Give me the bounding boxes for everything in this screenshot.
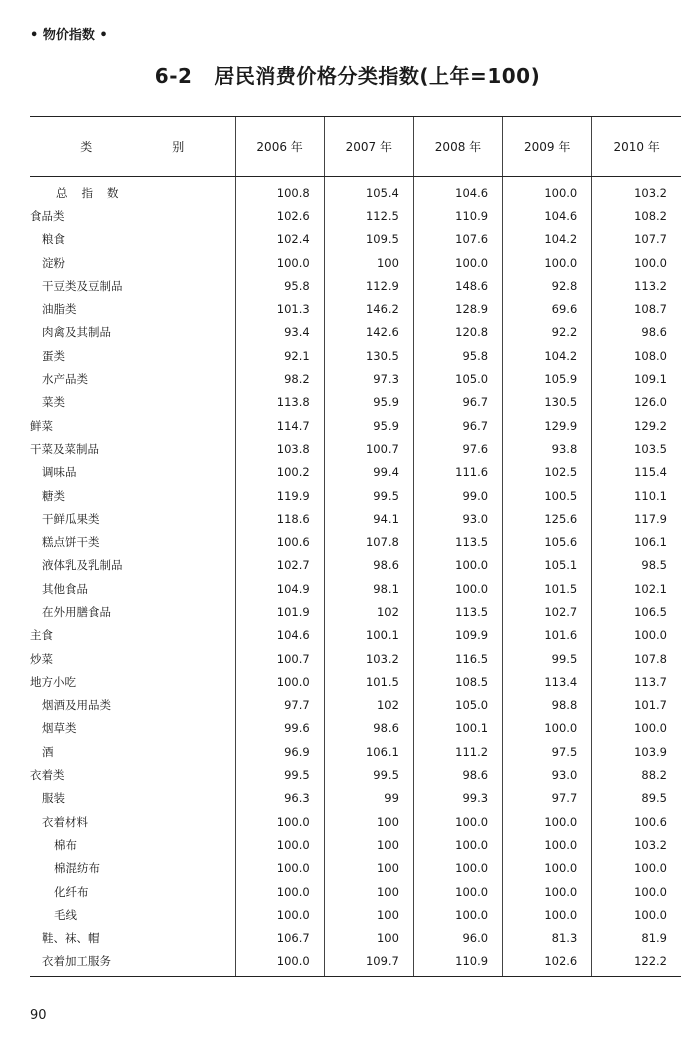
row-value: 98.6: [324, 554, 413, 577]
table-number: 6-2: [154, 64, 193, 88]
row-value: 97.7: [503, 787, 592, 810]
row-value: 96.7: [413, 414, 502, 437]
row-value: 113.5: [413, 530, 502, 553]
row-value: 109.1: [592, 367, 681, 390]
table-row: [30, 274, 681, 297]
row-value: 95.8: [235, 274, 324, 297]
page-number: 90: [30, 1008, 47, 1023]
row-value: 100.2: [235, 461, 324, 484]
row-category: 蛋类: [42, 348, 65, 363]
row-value: 111.6: [413, 461, 502, 484]
row-value: 88.2: [592, 763, 681, 786]
row-value: 92.8: [503, 274, 592, 297]
row-value: 100.0: [413, 833, 502, 856]
row-value: 100.0: [235, 903, 324, 926]
row-value: 148.6: [413, 274, 502, 297]
table-body: [30, 177, 681, 977]
row-value: 94.1: [324, 507, 413, 530]
row-value: 115.4: [592, 461, 681, 484]
table-row: [30, 530, 681, 553]
row-value: 97.7: [235, 694, 324, 717]
row-value: 100.0: [413, 857, 502, 880]
table-row: [30, 484, 681, 507]
row-value: 99.0: [413, 484, 502, 507]
row-value: 105.0: [413, 694, 502, 717]
table-row: [30, 647, 681, 670]
row-value: 100.0: [413, 810, 502, 833]
row-value: 101.3: [235, 297, 324, 320]
row-value: 129.2: [592, 414, 681, 437]
row-category: 衣着类: [30, 768, 65, 783]
row-value: 97.5: [503, 740, 592, 763]
table-row: [30, 251, 681, 274]
row-value: 100.7: [324, 437, 413, 460]
table-row: [30, 624, 681, 647]
table-row: [30, 204, 681, 227]
row-value: 105.1: [503, 554, 592, 577]
row-category: 菜类: [42, 395, 65, 410]
table-row: [30, 507, 681, 530]
price-index-table: [30, 116, 681, 977]
row-value: 100.0: [235, 950, 324, 977]
row-value: 98.2: [235, 367, 324, 390]
row-category: 鲜菜: [30, 418, 53, 433]
row-value: 100.7: [235, 647, 324, 670]
row-category: 液体乳及乳制品: [42, 558, 123, 573]
row-value: 100.0: [503, 833, 592, 856]
row-value: 104.2: [503, 228, 592, 251]
row-value: 107.8: [592, 647, 681, 670]
table-row: [30, 857, 681, 880]
row-value: 100.0: [503, 857, 592, 880]
row-value: 108.0: [592, 344, 681, 367]
row-value: 100.5: [503, 484, 592, 507]
row-category: 棉布: [54, 837, 77, 852]
row-value: 100.0: [413, 577, 502, 600]
row-value: 113.8: [235, 391, 324, 414]
row-category: 化纤布: [54, 884, 89, 899]
row-value: 126.0: [592, 391, 681, 414]
row-category: 炒菜: [30, 651, 53, 666]
row-category: 地方小吃: [30, 674, 76, 689]
row-value: 100.0: [235, 810, 324, 833]
row-value: 142.6: [324, 321, 413, 344]
table-row: [30, 950, 681, 977]
row-value: 102.6: [503, 950, 592, 977]
row-category: 糕点饼干类: [42, 535, 100, 550]
row-value: 98.1: [324, 577, 413, 600]
category-header-part1: 类: [80, 140, 93, 154]
table-row: [30, 321, 681, 344]
row-value: 99.5: [235, 763, 324, 786]
row-value: 102.5: [503, 461, 592, 484]
row-category: 主食: [30, 628, 53, 643]
row-value: 99.4: [324, 461, 413, 484]
row-value: 100.0: [592, 880, 681, 903]
row-value: 100.0: [235, 880, 324, 903]
row-value: 104.2: [503, 344, 592, 367]
row-category: 干豆类及豆制品: [42, 278, 123, 293]
row-value: 95.8: [413, 344, 502, 367]
row-value: 100.0: [592, 624, 681, 647]
row-category: 其他食品: [42, 581, 88, 596]
row-value: 100.6: [235, 530, 324, 553]
row-value: 106.5: [592, 600, 681, 623]
table-row: [30, 297, 681, 320]
row-value: 100: [324, 833, 413, 856]
row-value: 104.6: [413, 177, 502, 205]
row-value: 98.6: [324, 717, 413, 740]
row-value: 109.9: [413, 624, 502, 647]
row-value: 103.2: [592, 177, 681, 205]
table-row: [30, 228, 681, 251]
row-value: 105.0: [413, 367, 502, 390]
row-value: 129.9: [503, 414, 592, 437]
row-value: 100: [324, 903, 413, 926]
row-value: 110.1: [592, 484, 681, 507]
row-value: 101.5: [324, 670, 413, 693]
row-value: 104.6: [235, 624, 324, 647]
row-value: 102.4: [235, 228, 324, 251]
price-index-table-container: [30, 116, 681, 977]
row-value: 93.4: [235, 321, 324, 344]
row-value: 93.0: [413, 507, 502, 530]
row-value: 125.6: [503, 507, 592, 530]
row-value: 100.0: [413, 880, 502, 903]
row-value: 130.5: [503, 391, 592, 414]
row-category: 总指数: [56, 185, 133, 200]
row-value: 106.1: [324, 740, 413, 763]
row-value: 105.9: [503, 367, 592, 390]
row-value: 96.9: [235, 740, 324, 763]
row-value: 98.6: [413, 763, 502, 786]
row-value: 98.5: [592, 554, 681, 577]
category-header: [30, 117, 235, 177]
row-value: 106.1: [592, 530, 681, 553]
table-row: [30, 391, 681, 414]
row-value: 100.6: [592, 810, 681, 833]
row-category: 糖类: [42, 488, 65, 503]
table-row: [30, 927, 681, 950]
row-category: 烟草类: [42, 721, 77, 736]
row-value: 100.0: [235, 670, 324, 693]
row-value: 102: [324, 694, 413, 717]
row-category: 棉混纺布: [54, 861, 100, 876]
row-value: 92.1: [235, 344, 324, 367]
row-value: 100.0: [413, 554, 502, 577]
row-value: 113.4: [503, 670, 592, 693]
row-value: 98.6: [592, 321, 681, 344]
row-value: 100.0: [413, 251, 502, 274]
row-value: 102.1: [592, 577, 681, 600]
row-category: 食品类: [30, 208, 65, 223]
row-value: 98.8: [503, 694, 592, 717]
row-value: 113.5: [413, 600, 502, 623]
row-category: 毛线: [54, 907, 77, 922]
table-row: [30, 880, 681, 903]
row-value: 81.3: [503, 927, 592, 950]
row-value: 100.1: [324, 624, 413, 647]
row-value: 113.2: [592, 274, 681, 297]
row-value: 89.5: [592, 787, 681, 810]
row-value: 100.0: [503, 251, 592, 274]
row-category: 粮食: [42, 232, 65, 247]
row-value: 100.0: [235, 833, 324, 856]
row-value: 95.9: [324, 391, 413, 414]
page-title: [0, 60, 695, 89]
row-value: 103.2: [324, 647, 413, 670]
row-value: 96.0: [413, 927, 502, 950]
row-category: 服装: [42, 791, 65, 806]
table-row: [30, 461, 681, 484]
row-value: 130.5: [324, 344, 413, 367]
row-category: 肉禽及其制品: [42, 325, 111, 340]
year-header: 2007 年: [324, 117, 413, 177]
table-row: [30, 437, 681, 460]
row-value: 69.6: [503, 297, 592, 320]
row-value: 100.1: [413, 717, 502, 740]
row-value: 97.3: [324, 367, 413, 390]
year-header: 2008 年: [413, 117, 502, 177]
row-value: 105.4: [324, 177, 413, 205]
row-value: 119.9: [235, 484, 324, 507]
row-value: 128.9: [413, 297, 502, 320]
table-row: [30, 344, 681, 367]
row-value: 112.5: [324, 204, 413, 227]
row-value: 100.0: [503, 177, 592, 205]
table-row: [30, 577, 681, 600]
row-value: 113.7: [592, 670, 681, 693]
row-value: 108.5: [413, 670, 502, 693]
row-value: 100.0: [503, 717, 592, 740]
table-title-text: 居民消费价格分类指数(上年=100): [214, 64, 541, 88]
row-value: 109.5: [324, 228, 413, 251]
row-value: 99.5: [324, 484, 413, 507]
row-value: 118.6: [235, 507, 324, 530]
category-header-part2: 别: [172, 140, 185, 154]
row-value: 100.0: [592, 717, 681, 740]
row-value: 110.9: [413, 204, 502, 227]
row-value: 107.8: [324, 530, 413, 553]
row-value: 100: [324, 927, 413, 950]
row-value: 100: [324, 880, 413, 903]
row-value: 120.8: [413, 321, 502, 344]
row-value: 100.0: [503, 880, 592, 903]
row-value: 110.9: [413, 950, 502, 977]
row-value: 112.9: [324, 274, 413, 297]
row-value: 100: [324, 857, 413, 880]
row-category: 鞋、袜、帽: [42, 931, 100, 946]
row-value: 100.0: [235, 857, 324, 880]
row-value: 100.8: [235, 177, 324, 205]
row-category: 干鲜瓜果类: [42, 511, 100, 526]
row-category: 烟酒及用品类: [42, 698, 111, 713]
row-value: 101.7: [592, 694, 681, 717]
row-value: 93.0: [503, 763, 592, 786]
row-value: 99.5: [324, 763, 413, 786]
row-value: 117.9: [592, 507, 681, 530]
table-row: [30, 740, 681, 763]
row-value: 100.0: [503, 903, 592, 926]
row-value: 100: [324, 810, 413, 833]
row-value: 107.7: [592, 228, 681, 251]
table-row: [30, 554, 681, 577]
row-value: 93.8: [503, 437, 592, 460]
row-value: 97.6: [413, 437, 502, 460]
row-value: 104.6: [503, 204, 592, 227]
running-head: • 物价指数 •: [30, 28, 108, 43]
row-value: 101.9: [235, 600, 324, 623]
row-value: 103.2: [592, 833, 681, 856]
row-value: 92.2: [503, 321, 592, 344]
row-category: 酒: [42, 744, 54, 759]
row-value: 99.5: [503, 647, 592, 670]
row-value: 104.9: [235, 577, 324, 600]
year-header: 2006 年: [235, 117, 324, 177]
row-category: 干菜及菜制品: [30, 441, 99, 456]
row-value: 103.5: [592, 437, 681, 460]
row-value: 105.6: [503, 530, 592, 553]
row-value: 101.6: [503, 624, 592, 647]
table-row: [30, 177, 681, 205]
year-header: 2009 年: [503, 117, 592, 177]
row-value: 102.6: [235, 204, 324, 227]
row-value: 99.3: [413, 787, 502, 810]
table-row: [30, 670, 681, 693]
table-row: [30, 414, 681, 437]
row-value: 103.9: [592, 740, 681, 763]
table-row: [30, 717, 681, 740]
row-category: 在外用膳食品: [42, 604, 111, 619]
row-value: 99: [324, 787, 413, 810]
row-value: 108.7: [592, 297, 681, 320]
row-value: 100.0: [503, 810, 592, 833]
row-value: 102: [324, 600, 413, 623]
row-value: 108.2: [592, 204, 681, 227]
row-value: 103.8: [235, 437, 324, 460]
year-header: 2010 年: [592, 117, 681, 177]
table-row: [30, 600, 681, 623]
table-row: [30, 367, 681, 390]
row-value: 100.0: [592, 903, 681, 926]
row-value: 116.5: [413, 647, 502, 670]
row-value: 100.0: [235, 251, 324, 274]
row-category: 衣着材料: [42, 814, 88, 829]
table-row: [30, 810, 681, 833]
row-category: 衣着加工服务: [30, 950, 235, 977]
row-value: 146.2: [324, 297, 413, 320]
row-category: 油脂类: [42, 302, 77, 317]
table-header-row: [30, 117, 681, 177]
row-value: 95.9: [324, 414, 413, 437]
row-value: 114.7: [235, 414, 324, 437]
table-row: [30, 787, 681, 810]
row-value: 106.7: [235, 927, 324, 950]
row-value: 100.0: [592, 857, 681, 880]
row-category: 淀粉: [42, 255, 65, 270]
row-category: 水产品类: [42, 372, 88, 387]
row-value: 99.6: [235, 717, 324, 740]
table-row: [30, 833, 681, 856]
table-row: [30, 903, 681, 926]
row-value: 100: [324, 251, 413, 274]
row-category: 调味品: [42, 465, 77, 480]
row-value: 111.2: [413, 740, 502, 763]
row-value: 107.6: [413, 228, 502, 251]
row-value: 96.7: [413, 391, 502, 414]
row-value: 102.7: [235, 554, 324, 577]
row-value: 100.0: [592, 251, 681, 274]
row-value: 102.7: [503, 600, 592, 623]
table-row: [30, 763, 681, 786]
row-value: 122.2: [592, 950, 681, 977]
row-value: 101.5: [503, 577, 592, 600]
row-value: 96.3: [235, 787, 324, 810]
row-value: 81.9: [592, 927, 681, 950]
table-row: [30, 694, 681, 717]
row-value: 100.0: [413, 903, 502, 926]
row-value: 109.7: [324, 950, 413, 977]
